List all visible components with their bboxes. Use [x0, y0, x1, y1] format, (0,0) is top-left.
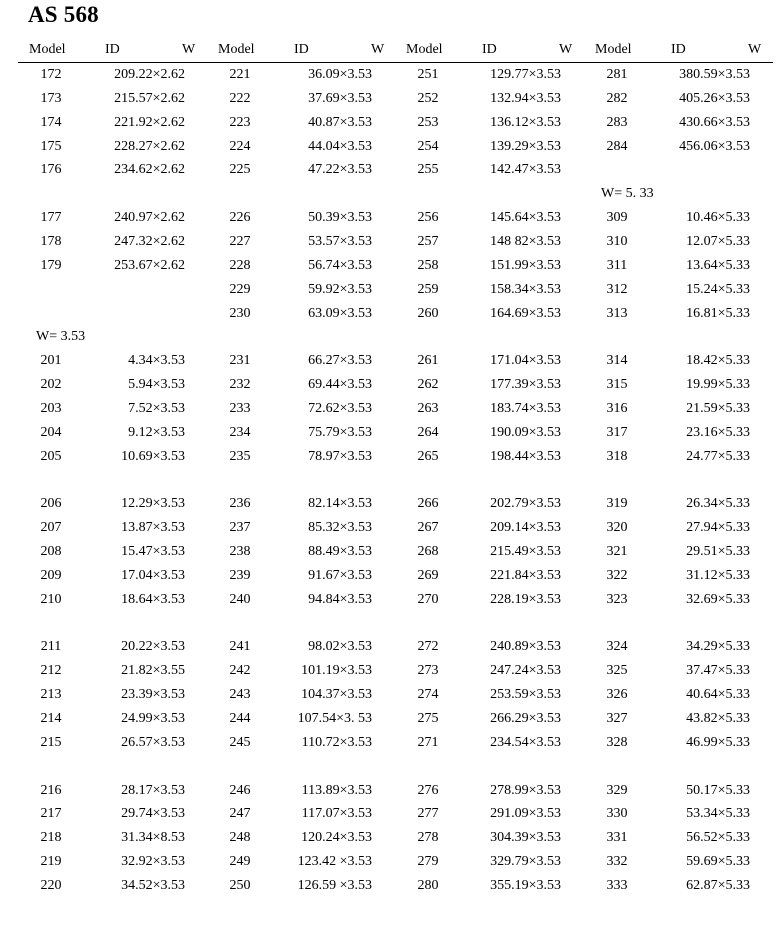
model-cell: 259	[417, 281, 439, 297]
model-cell: 258	[417, 257, 439, 273]
size-cell: 405.26×3.53	[679, 90, 750, 106]
header-model: Model	[406, 42, 443, 57]
size-cell: 16.81×5.33	[686, 305, 750, 321]
model-cell: 318	[606, 448, 628, 464]
size-cell: 117.07×3.53	[301, 806, 372, 822]
size-cell: 82.14×3.53	[308, 496, 372, 512]
model-cell: 262	[417, 377, 439, 393]
size-cell: 98.02×3.53	[308, 639, 372, 655]
model-cell: 279	[417, 854, 439, 870]
model-cell: 239	[229, 567, 251, 583]
size-cell: 40.87×3.53	[308, 114, 372, 130]
size-cell: 10.46×5.33	[686, 210, 750, 226]
size-cell: 234.62×2.62	[114, 162, 185, 178]
size-cell: 53.57×3.53	[308, 233, 372, 249]
size-cell: 177.39×3.53	[490, 377, 561, 393]
size-cell: 40.64×5.33	[686, 687, 750, 703]
model-cell: 315	[606, 377, 628, 393]
model-cell: 251	[417, 67, 439, 82]
size-cell: 66.27×3.53	[308, 353, 372, 369]
model-cell: 240	[229, 591, 251, 607]
size-cell: 107.54×3. 53	[297, 710, 372, 726]
model-cell: 256	[417, 210, 439, 226]
model-cell: 280	[417, 877, 439, 893]
model-cell: 231	[229, 353, 251, 369]
size-cell: 126.59 ×3.53	[297, 877, 372, 893]
model-cell: 277	[417, 806, 439, 822]
header-id: ID	[671, 42, 686, 57]
header-model: Model	[29, 42, 66, 57]
model-cell: 317	[606, 424, 628, 440]
model-cell: 178	[40, 233, 62, 249]
size-cell: 72.62×3.53	[308, 400, 372, 416]
model-cell: 204	[40, 424, 62, 440]
header-rule	[18, 62, 773, 63]
size-cell: 62.87×5.33	[686, 877, 750, 893]
size-cell: 136.12×3.53	[490, 114, 561, 130]
size-cell: 253.59×3.53	[490, 687, 561, 703]
model-cell: 224	[229, 138, 251, 154]
model-cell: 278	[417, 830, 439, 846]
model-cell: 203	[40, 400, 62, 416]
model-cell: 311	[606, 257, 628, 273]
header-id: ID	[294, 42, 309, 57]
model-cell: 176	[40, 162, 62, 178]
size-cell: 209.22×2.62	[114, 67, 185, 82]
model-cell: 325	[606, 663, 628, 679]
size-cell: 32.69×5.33	[686, 591, 750, 607]
size-cell: 24.99×3.53	[121, 710, 185, 726]
size-cell: 59.69×5.33	[686, 854, 750, 870]
model-cell: 330	[606, 806, 628, 822]
size-cell: 129.77×3.53	[490, 67, 561, 82]
width-note: W= 3.53	[36, 329, 86, 345]
size-cell: 247.24×3.53	[490, 663, 561, 679]
size-cell: 151.99×3.53	[490, 257, 561, 273]
model-cell: 221	[229, 67, 251, 82]
model-cell: 312	[606, 281, 628, 297]
size-cell: 221.92×2.62	[114, 114, 185, 130]
model-cell: 242	[229, 663, 251, 679]
model-cell: 172	[40, 67, 62, 82]
model-cell: 261	[417, 353, 439, 369]
size-cell: 29.51×5.33	[686, 544, 750, 559]
size-cell: 23.39×3.53	[121, 687, 185, 703]
model-cell: 229	[229, 281, 251, 297]
size-cell: 123.42 ×3.53	[297, 854, 372, 870]
size-cell: 32.92×3.53	[121, 854, 185, 870]
size-cell: 291.09×3.53	[490, 806, 561, 822]
size-cell: 198.44×3.53	[490, 448, 561, 464]
model-cell: 205	[40, 448, 62, 464]
size-cell: 228.27×2.62	[114, 138, 185, 154]
size-cell: 253.67×2.62	[114, 257, 185, 273]
size-cell: 85.32×3.53	[308, 520, 372, 536]
header-w: W	[559, 42, 573, 57]
size-cell: 31.12×5.33	[686, 567, 750, 583]
size-cell: 266.29×3.53	[490, 710, 561, 726]
model-cell: 207	[40, 520, 62, 536]
size-cell: 164.69×3.53	[490, 305, 561, 321]
size-cell: 50.17×5.33	[686, 782, 750, 798]
size-cell: 329.79×3.53	[490, 854, 561, 870]
model-cell: 322	[606, 567, 628, 583]
model-cell: 284	[606, 138, 628, 154]
model-cell: 332	[606, 854, 628, 870]
size-cell: 53.34×5.33	[686, 806, 750, 822]
size-cell: 37.47×5.33	[686, 663, 750, 679]
size-cell: 36.09×3.53	[308, 67, 372, 82]
size-cell: 9.12×3.53	[128, 424, 185, 440]
header-id: ID	[105, 42, 120, 57]
model-cell: 320	[606, 520, 628, 536]
model-cell: 245	[229, 734, 251, 750]
model-cell: 206	[40, 496, 62, 512]
size-cell: 148 82×3.53	[490, 233, 561, 249]
size-cell: 304.39×3.53	[490, 830, 561, 846]
size-cell: 5.94×3.53	[128, 377, 185, 393]
model-cell: 249	[229, 854, 251, 870]
model-cell: 227	[229, 233, 251, 249]
size-cell: 7.52×3.53	[128, 400, 185, 416]
size-cell: 46.99×5.33	[686, 734, 750, 750]
model-cell: 252	[417, 90, 439, 106]
model-cell: 173	[40, 90, 62, 106]
model-cell: 248	[229, 830, 251, 846]
size-cell: 139.29×3.53	[490, 138, 561, 154]
model-cell: 269	[417, 567, 439, 583]
size-cell: 18.42×5.33	[686, 353, 750, 369]
size-cell: 120.24×3.53	[301, 830, 372, 846]
model-cell: 328	[606, 734, 628, 750]
model-cell: 324	[606, 639, 628, 655]
size-cell: 43.82×5.33	[686, 710, 750, 726]
model-cell: 214	[40, 710, 62, 726]
model-cell: 177	[40, 210, 62, 226]
header-model: Model	[595, 42, 632, 57]
size-cell: 202.79×3.53	[490, 496, 561, 512]
size-cell: 215.49×3.53	[490, 544, 561, 559]
size-cell: 20.22×3.53	[121, 639, 185, 655]
size-cell: 19.99×5.33	[686, 377, 750, 393]
model-cell: 208	[40, 544, 62, 559]
size-cell: 113.89×3.53	[301, 782, 372, 798]
size-cell: 12.29×3.53	[121, 496, 185, 512]
header-w: W	[371, 42, 385, 57]
model-cell: 210	[40, 591, 62, 607]
size-cell: 132.94×3.53	[490, 90, 561, 106]
model-cell: 232	[229, 377, 251, 393]
model-cell: 201	[40, 353, 62, 369]
model-cell: 244	[229, 710, 251, 726]
page-title: AS 568	[28, 2, 99, 27]
header-model: Model	[218, 42, 255, 57]
model-cell: 222	[229, 90, 251, 106]
model-cell: 272	[417, 639, 439, 655]
model-cell: 215	[40, 734, 62, 750]
size-cell: 145.64×3.53	[490, 210, 561, 226]
model-cell: 321	[606, 544, 628, 559]
model-cell: 253	[417, 114, 439, 130]
size-cell: 13.64×5.33	[686, 257, 750, 273]
model-cell: 213	[40, 687, 62, 703]
size-cell: 18.64×3.53	[121, 591, 185, 607]
model-cell: 326	[606, 687, 628, 703]
model-cell: 241	[229, 639, 251, 655]
model-cell: 257	[417, 233, 439, 249]
size-cell: 380.59×3.53	[679, 67, 750, 82]
size-cell: 50.39×3.53	[308, 210, 372, 226]
size-cell: 234.54×3.53	[490, 734, 561, 750]
size-cell: 24.77×5.33	[686, 448, 750, 464]
model-cell: 265	[417, 448, 439, 464]
size-cell: 75.79×3.53	[308, 424, 372, 440]
size-cell: 28.17×3.53	[121, 782, 185, 798]
model-cell: 329	[606, 782, 628, 798]
model-cell: 223	[229, 114, 251, 130]
header-w: W	[182, 42, 196, 57]
size-cell: 34.52×3.53	[121, 877, 185, 893]
size-cell: 215.57×2.62	[114, 90, 185, 106]
model-cell: 309	[606, 210, 628, 226]
model-cell: 216	[40, 782, 62, 798]
size-cell: 110.72×3.53	[301, 734, 372, 750]
model-cell: 267	[417, 520, 439, 536]
model-cell: 212	[40, 663, 62, 679]
model-cell: 246	[229, 782, 251, 798]
size-cell: 17.04×3.53	[121, 567, 185, 583]
size-cell: 56.52×5.33	[686, 830, 750, 846]
model-cell: 236	[229, 496, 251, 512]
size-cell: 27.94×5.33	[686, 520, 750, 536]
size-cell: 56.74×3.53	[308, 257, 372, 273]
size-cell: 88.49×3.53	[308, 544, 372, 559]
size-cell: 10.69×3.53	[121, 448, 185, 464]
model-cell: 174	[40, 114, 62, 130]
size-cell: 34.29×5.33	[686, 639, 750, 655]
size-cell: 26.57×3.53	[121, 734, 185, 750]
model-cell: 327	[606, 710, 628, 726]
model-cell: 179	[40, 257, 62, 273]
model-cell: 255	[417, 162, 439, 178]
model-cell: 333	[606, 877, 628, 893]
size-cell: 228.19×3.53	[490, 591, 561, 607]
model-cell: 243	[229, 687, 251, 703]
size-cell: 158.34×3.53	[490, 281, 561, 297]
model-cell: 225	[229, 162, 251, 178]
model-cell: 238	[229, 544, 251, 559]
model-cell: 270	[417, 591, 439, 607]
model-cell: 230	[229, 305, 251, 321]
model-cell: 266	[417, 496, 439, 512]
model-cell: 218	[40, 830, 62, 846]
size-cell: 44.04×3.53	[308, 138, 372, 154]
size-cell: 142.47×3.53	[490, 162, 561, 178]
model-cell: 226	[229, 210, 251, 226]
model-cell: 281	[606, 67, 628, 82]
model-cell: 314	[606, 353, 628, 369]
size-cell: 4.34×3.53	[128, 353, 185, 369]
size-cell: 21.82×3.55	[121, 663, 185, 679]
model-cell: 268	[417, 544, 439, 559]
model-cell: 275	[417, 710, 439, 726]
model-cell: 202	[40, 377, 62, 393]
model-cell: 274	[417, 687, 439, 703]
model-cell: 220	[40, 877, 62, 893]
size-cell: 26.34×5.33	[686, 496, 750, 512]
model-cell: 254	[417, 138, 439, 154]
size-cell: 247.32×2.62	[114, 233, 185, 249]
size-cell: 240.97×2.62	[114, 210, 185, 226]
size-cell: 456.06×3.53	[679, 138, 750, 154]
model-cell: 271	[417, 734, 439, 750]
size-cell: 240.89×3.53	[490, 639, 561, 655]
model-cell: 319	[606, 496, 628, 512]
model-cell: 310	[606, 233, 628, 249]
model-cell: 211	[40, 639, 62, 655]
model-cell: 219	[40, 854, 62, 870]
model-cell: 316	[606, 400, 628, 416]
model-cell: 250	[229, 877, 251, 893]
model-cell: 237	[229, 520, 251, 536]
model-cell: 260	[417, 305, 439, 321]
model-cell: 234	[229, 424, 251, 440]
model-cell: 273	[417, 663, 439, 679]
size-cell: 21.59×5.33	[686, 400, 750, 416]
size-cell: 23.16×5.33	[686, 424, 750, 440]
size-cell: 63.09×3.53	[308, 305, 372, 321]
model-cell: 313	[606, 305, 628, 321]
model-cell: 323	[606, 591, 628, 607]
model-cell: 228	[229, 257, 251, 273]
header-w: W	[748, 42, 762, 57]
size-cell: 190.09×3.53	[490, 424, 561, 440]
model-cell: 283	[606, 114, 628, 130]
size-cell: 101.19×3.53	[301, 663, 372, 679]
size-cell: 69.44×3.53	[308, 377, 372, 393]
size-cell: 29.74×3.53	[121, 806, 185, 822]
model-cell: 175	[40, 138, 62, 154]
size-cell: 183.74×3.53	[490, 400, 561, 416]
size-cell: 31.34×8.53	[121, 830, 185, 846]
size-cell: 15.47×3.53	[121, 544, 185, 559]
size-cell: 37.69×3.53	[308, 90, 372, 106]
model-cell: 282	[606, 90, 628, 106]
model-cell: 263	[417, 400, 439, 416]
size-cell: 91.67×3.53	[308, 567, 372, 583]
model-cell: 233	[229, 400, 251, 416]
size-cell: 47.22×3.53	[308, 162, 372, 178]
size-cell: 78.97×3.53	[308, 448, 372, 464]
size-cell: 430.66×3.53	[679, 114, 750, 130]
size-cell: 104.37×3.53	[301, 687, 372, 703]
model-cell: 247	[229, 806, 251, 822]
size-cell: 355.19×3.53	[490, 877, 561, 893]
model-cell: 235	[229, 448, 251, 464]
size-cell: 12.07×5.33	[686, 233, 750, 249]
size-cell: 209.14×3.53	[490, 520, 561, 536]
width-note: W= 5. 33	[601, 186, 654, 202]
model-cell: 276	[417, 782, 439, 798]
size-cell: 94.84×3.53	[308, 591, 372, 607]
model-cell: 217	[40, 806, 62, 822]
model-cell: 209	[40, 567, 62, 583]
size-cell: 278.99×3.53	[490, 782, 561, 798]
model-cell: 264	[417, 424, 439, 440]
size-cell: 15.24×5.33	[686, 281, 750, 297]
size-cell: 171.04×3.53	[490, 353, 561, 369]
header-id: ID	[482, 42, 497, 57]
size-cell: 13.87×3.53	[121, 520, 185, 536]
size-cell: 59.92×3.53	[308, 281, 372, 297]
model-cell: 331	[606, 830, 628, 846]
size-cell: 221.84×3.53	[490, 567, 561, 583]
